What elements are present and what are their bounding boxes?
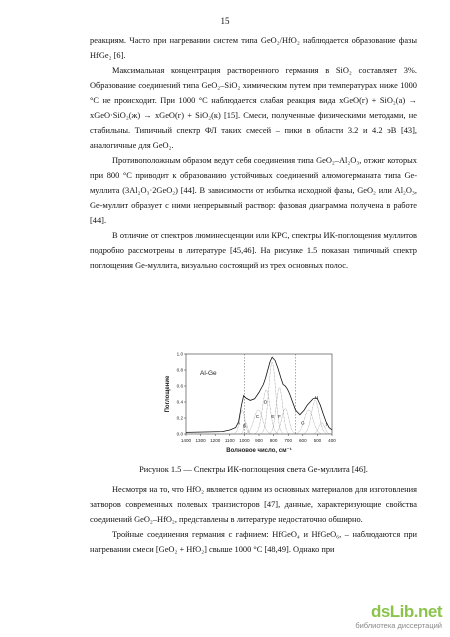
- paragraph-5: Несмотря на то, что HfO₂ является одним из основных материалов для изготовления затворов современных полевых транзисторов [47], данные, характеризующие свойства соединений GeO₂–HfO₂, представлены в литературе недостаточно обширно.: [90, 485, 417, 524]
- component-label-D: D: [263, 400, 268, 406]
- component-curve-3: [255, 390, 278, 433]
- text-block-top: [90, 33, 417, 273]
- component-label-I: I: [325, 423, 327, 428]
- component-label-H: H: [314, 395, 319, 401]
- paragraph-1: реакциям. Часто при нагревании систем типа GeO₂/HfO₂ наблюдается образование фазы HfGe₂ [6].: [90, 36, 417, 60]
- y-tick-label-3: 0.6: [176, 383, 183, 389]
- watermark-logo: dsLib.net: [370, 602, 442, 621]
- x-tick-label-8: 600: [298, 438, 307, 443]
- plot-frame: [186, 354, 332, 434]
- page-number: 15: [220, 16, 230, 26]
- y-tick-label-1: 0.2: [176, 415, 183, 421]
- x-tick-label-9: 500: [313, 438, 322, 443]
- y-tick-label-2: 0.4: [176, 399, 183, 405]
- text-block-bottom: [90, 482, 417, 557]
- ir-absorption-chart: [160, 350, 340, 462]
- x-tick-label-5: 900: [255, 438, 263, 443]
- component-label-B: B: [242, 424, 247, 430]
- x-axis-label: Волновое число, см⁻¹: [226, 448, 292, 454]
- component-curve-2: [242, 410, 271, 434]
- paragraph-6: Тройные соединения германия с гафнием: HfGeO₄ и HfGeO₆, – наблюдаются при нагревании смеси [GeO₂ + HfO₂] свыше 1000 °C [48,49]. Однако при: [90, 530, 417, 554]
- component-curve-9: [313, 423, 331, 434]
- paragraph-3: Противоположным образом ведут себя соединения типа GeO₂–Al₂O₃, отжиг которых при 800 °C приводит к образованию устойчивых соединений алюмогерманата типа Ge-муллита (3Al₂O₃·2GeO₂) [44]. В зависимости от избытка исходной фазы, GeO₂ или Al₂O₃, Ge-муллит образует с ними непрерывный раствор: фазовая диаграмма получена в работе [44].: [90, 156, 417, 225]
- paragraph-4: В отличие от спектров люминесценции или КРС, спектры ИК-поглощения муллитов подробно рассмотрены в литературе [45,46]. На рисунке 1.5 показан типичный спектр поглощения Ge-муллита, визуально состоящий из трех основных полос.: [90, 231, 417, 270]
- x-tick-label-6: 800: [269, 438, 278, 443]
- component-curve-7: [296, 410, 322, 434]
- y-tick-label-4: 0.8: [176, 367, 183, 373]
- figure-ir-spectrum: [160, 350, 340, 462]
- x-tick-label-10: 400: [328, 438, 336, 443]
- component-label-F: F: [277, 415, 281, 420]
- component-label-A: A: [236, 421, 241, 427]
- x-tick-label-0: 1400: [180, 438, 192, 443]
- y-tick-label-0: 0.0: [176, 431, 183, 437]
- figure-caption: Рисунок 1.5 — Спектры ИК-поглощения света Ge-муллита [46].: [139, 465, 368, 474]
- x-tick-label-1: 1300: [195, 438, 206, 443]
- component-curve-6: [275, 408, 296, 433]
- component-label-C: C: [255, 415, 260, 420]
- paragraph-2: Максимальная концентрация растворенного германия в SiO₂ составляет 3%. Образование соединений типа GeO₂–SiO₂ химическим путем при температурах ниже 1000 °C не происходит. При 1000 °C наблюдается слабая реакция вида xGeO(г) + SiO₂(а) → xGeO·SiO₂(ж) → xGeO(г) + SiO₂(к) [15]. Смеси, полученные физическими методами, не стабильны. Типичный спектр ФЛ таких смесей – пики в области 3.2 и 4.2 эВ [43], аналогичные для GeO₂.: [90, 66, 417, 150]
- component-label-E: E: [271, 415, 275, 420]
- y-axis-label: Поглощение: [165, 375, 171, 413]
- x-tick-label-7: 700: [284, 438, 293, 443]
- watermark-subtitle: библиотека диссертаций: [355, 621, 442, 630]
- x-tick-label-4: 1000: [239, 438, 250, 443]
- x-tick-label-2: 1200: [210, 438, 221, 443]
- x-tick-label-3: 1100: [224, 438, 235, 443]
- watermark: [322, 602, 442, 632]
- component-label-G: G: [300, 421, 305, 427]
- y-tick-label-5: 1.0: [176, 351, 183, 357]
- chart-annotation: Al-Ge: [200, 370, 217, 377]
